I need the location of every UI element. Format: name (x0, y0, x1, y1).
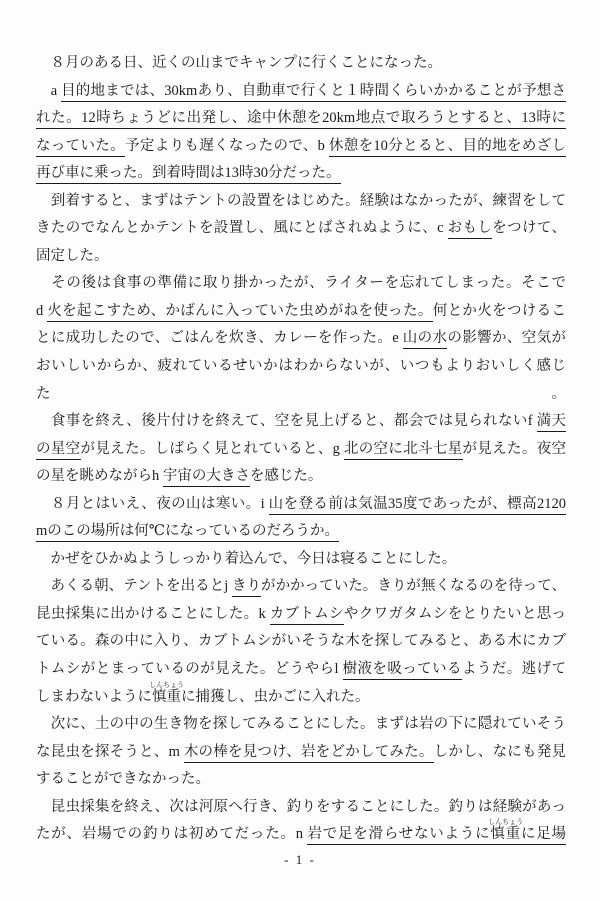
underlined-text: 目的地までは、30kmあり、自動車で行くと１時間くらいかかることが予想さ (61, 83, 566, 102)
text-line (36, 325, 566, 353)
furigana: しんちょう (488, 818, 524, 827)
underlined-text: 山の水 (403, 330, 448, 349)
underlined-text: れた。12時ちょうどに出発し、途中休憩を20km地点で取ろうとすると、13時に (36, 110, 566, 129)
underlined-text: 木の棒を見つけ、岩をどかしてみた。 (184, 744, 434, 763)
text-segment: の星を眺めながらh (36, 468, 163, 485)
text-segment: 慎重 しんちょう (149, 680, 184, 705)
text-segment: たが、岩場での釣りは初めてだった。n (36, 826, 308, 843)
text-segment: その後は食事の準備に取り掛かったが、ライターを忘れてしまった。そこで (36, 275, 566, 292)
text-line (36, 105, 566, 133)
text-segment: に捕獲し、虫かごに入れた。 (181, 688, 370, 705)
text-segment: な昆虫を探そうと、m (36, 743, 184, 760)
underlined-text: 樹液を吸っている (343, 661, 462, 680)
underlined-text: カブトムシ (270, 606, 344, 625)
underlined-text: おもし (448, 220, 493, 239)
text-segment: 食事を終え、後片付けを終えて、空を見上げると、都会では見られないf (36, 413, 537, 430)
underlined-text: 火を起こすため、かばんに入っていた虫めがねを使った。 (47, 303, 432, 322)
text-segment: しかし、なにも発見 (433, 743, 567, 760)
text-segment: とに成功したので、ごはんを炊き、カレーを作った。e (36, 330, 403, 347)
text-line (36, 711, 566, 739)
underlined-text: mのこの場所は何℃になっているのだろうか。 (36, 523, 339, 542)
text-line (36, 818, 566, 849)
underlined-text: 休憩を10分とると、目的地をめざし (329, 138, 566, 157)
text-segment: が見えた。夜空 (462, 440, 567, 457)
text-line (36, 50, 566, 78)
underlined-text: 岩で足を滑らせないように (307, 826, 490, 845)
text-segment: ようだ。逃げて (461, 661, 567, 678)
text-segment: おいしいからか、疲れているせいかはわからないが、いつもよりおいしく感じた。 (36, 358, 566, 402)
text-segment: あくる朝、テントを出るとj (36, 578, 232, 595)
document-lines (36, 50, 566, 849)
text-line (36, 270, 566, 298)
text-segment: ８月のある日、近くの山までキャンプに行くことになった。 (36, 55, 442, 71)
text-segment: を感じた。 (249, 468, 323, 485)
underlined-text: 慎重 しんちょう (490, 826, 521, 845)
underlined-text: 山を登る前は気温35度であったが、標高2120 (269, 496, 566, 515)
text-line (36, 298, 566, 326)
text-line (36, 739, 566, 767)
text-segment: 予定よりも遅くなったので、b (125, 137, 329, 154)
text-segment: やクワガタムシをとりたいと思っ (343, 605, 567, 622)
text-segment: ８月とはいえ、夜の山は寒い。i (36, 495, 269, 512)
text-line (36, 518, 566, 546)
text-line (36, 656, 566, 684)
underlined-text: 満天 (537, 413, 566, 432)
text-line (36, 680, 566, 712)
text-line (36, 215, 566, 243)
text-segment: 到着すると、まずはテントの設置をはじめた。経験はなかったが、練習をして (36, 192, 566, 209)
page-number: - 1 - (284, 852, 316, 867)
text-segment: することができなかった。 (36, 771, 210, 788)
text-segment: しまわないように (36, 688, 152, 705)
text-segment: が見えた。しばらく見とれていると、g (80, 440, 344, 457)
text-line (36, 463, 566, 491)
text-line (36, 188, 566, 216)
furigana: しんちょう (149, 680, 184, 689)
underlined-text: きり (232, 578, 261, 597)
underlined-text: に足場 (521, 826, 566, 845)
text-segment: かぜをひかぬようしっかり着込んで、今日は寝ることにした。 (36, 550, 457, 567)
text-line (36, 353, 566, 408)
text-line (36, 766, 566, 794)
text-segment: きたのでなんとかテントを設置し、風にとばされぬように、c (36, 220, 448, 237)
underlined-text: なっていた。 (36, 138, 125, 157)
text-segment: a (36, 82, 62, 99)
text-segment: d (36, 302, 48, 319)
underlined-text: 再び車に乗った。到着時間は13時30分だった。 (36, 165, 341, 184)
text-segment: トムシがとまっているのが見えた。どうやらl (36, 661, 343, 678)
text-segment: の影響か、空気が (447, 330, 566, 347)
text-segment: ている。森の中に入り、カブトムシがいそうな木を探してみると、ある木にカブ (36, 633, 566, 650)
text-segment: 何とか火をつけるこ (432, 302, 567, 319)
text-line (36, 408, 566, 436)
text-line (36, 133, 566, 161)
text-segment: がかかっていた。きりが無くなるのを待って、 (261, 578, 566, 595)
text-segment: 昆虫採集を終え、次は河原へ行き、釣りをすることにした。釣りは経験があっ (36, 798, 566, 815)
underlined-text: 宇宙の大きさ (163, 468, 250, 487)
text-line (36, 160, 566, 188)
text-line (36, 491, 566, 519)
text-line (36, 573, 566, 601)
text-line (36, 546, 566, 574)
text-segment: 固定した。 (36, 247, 109, 264)
text-line (36, 436, 566, 464)
text-line (36, 78, 566, 106)
text-segment: 次に、土の中の生き物を探してみることにした。まずは岩の下に隠れていそう (36, 716, 566, 733)
text-line (36, 243, 566, 271)
underlined-text: 北の空に北斗七星 (344, 441, 463, 460)
underlined-text: の星空 (36, 441, 81, 460)
text-segment: 昆虫採集に出かけることにした。k (36, 605, 270, 622)
text-line (36, 628, 566, 656)
text-segment: をつけて、 (492, 220, 566, 237)
text-line (36, 794, 566, 822)
text-line (36, 601, 566, 629)
